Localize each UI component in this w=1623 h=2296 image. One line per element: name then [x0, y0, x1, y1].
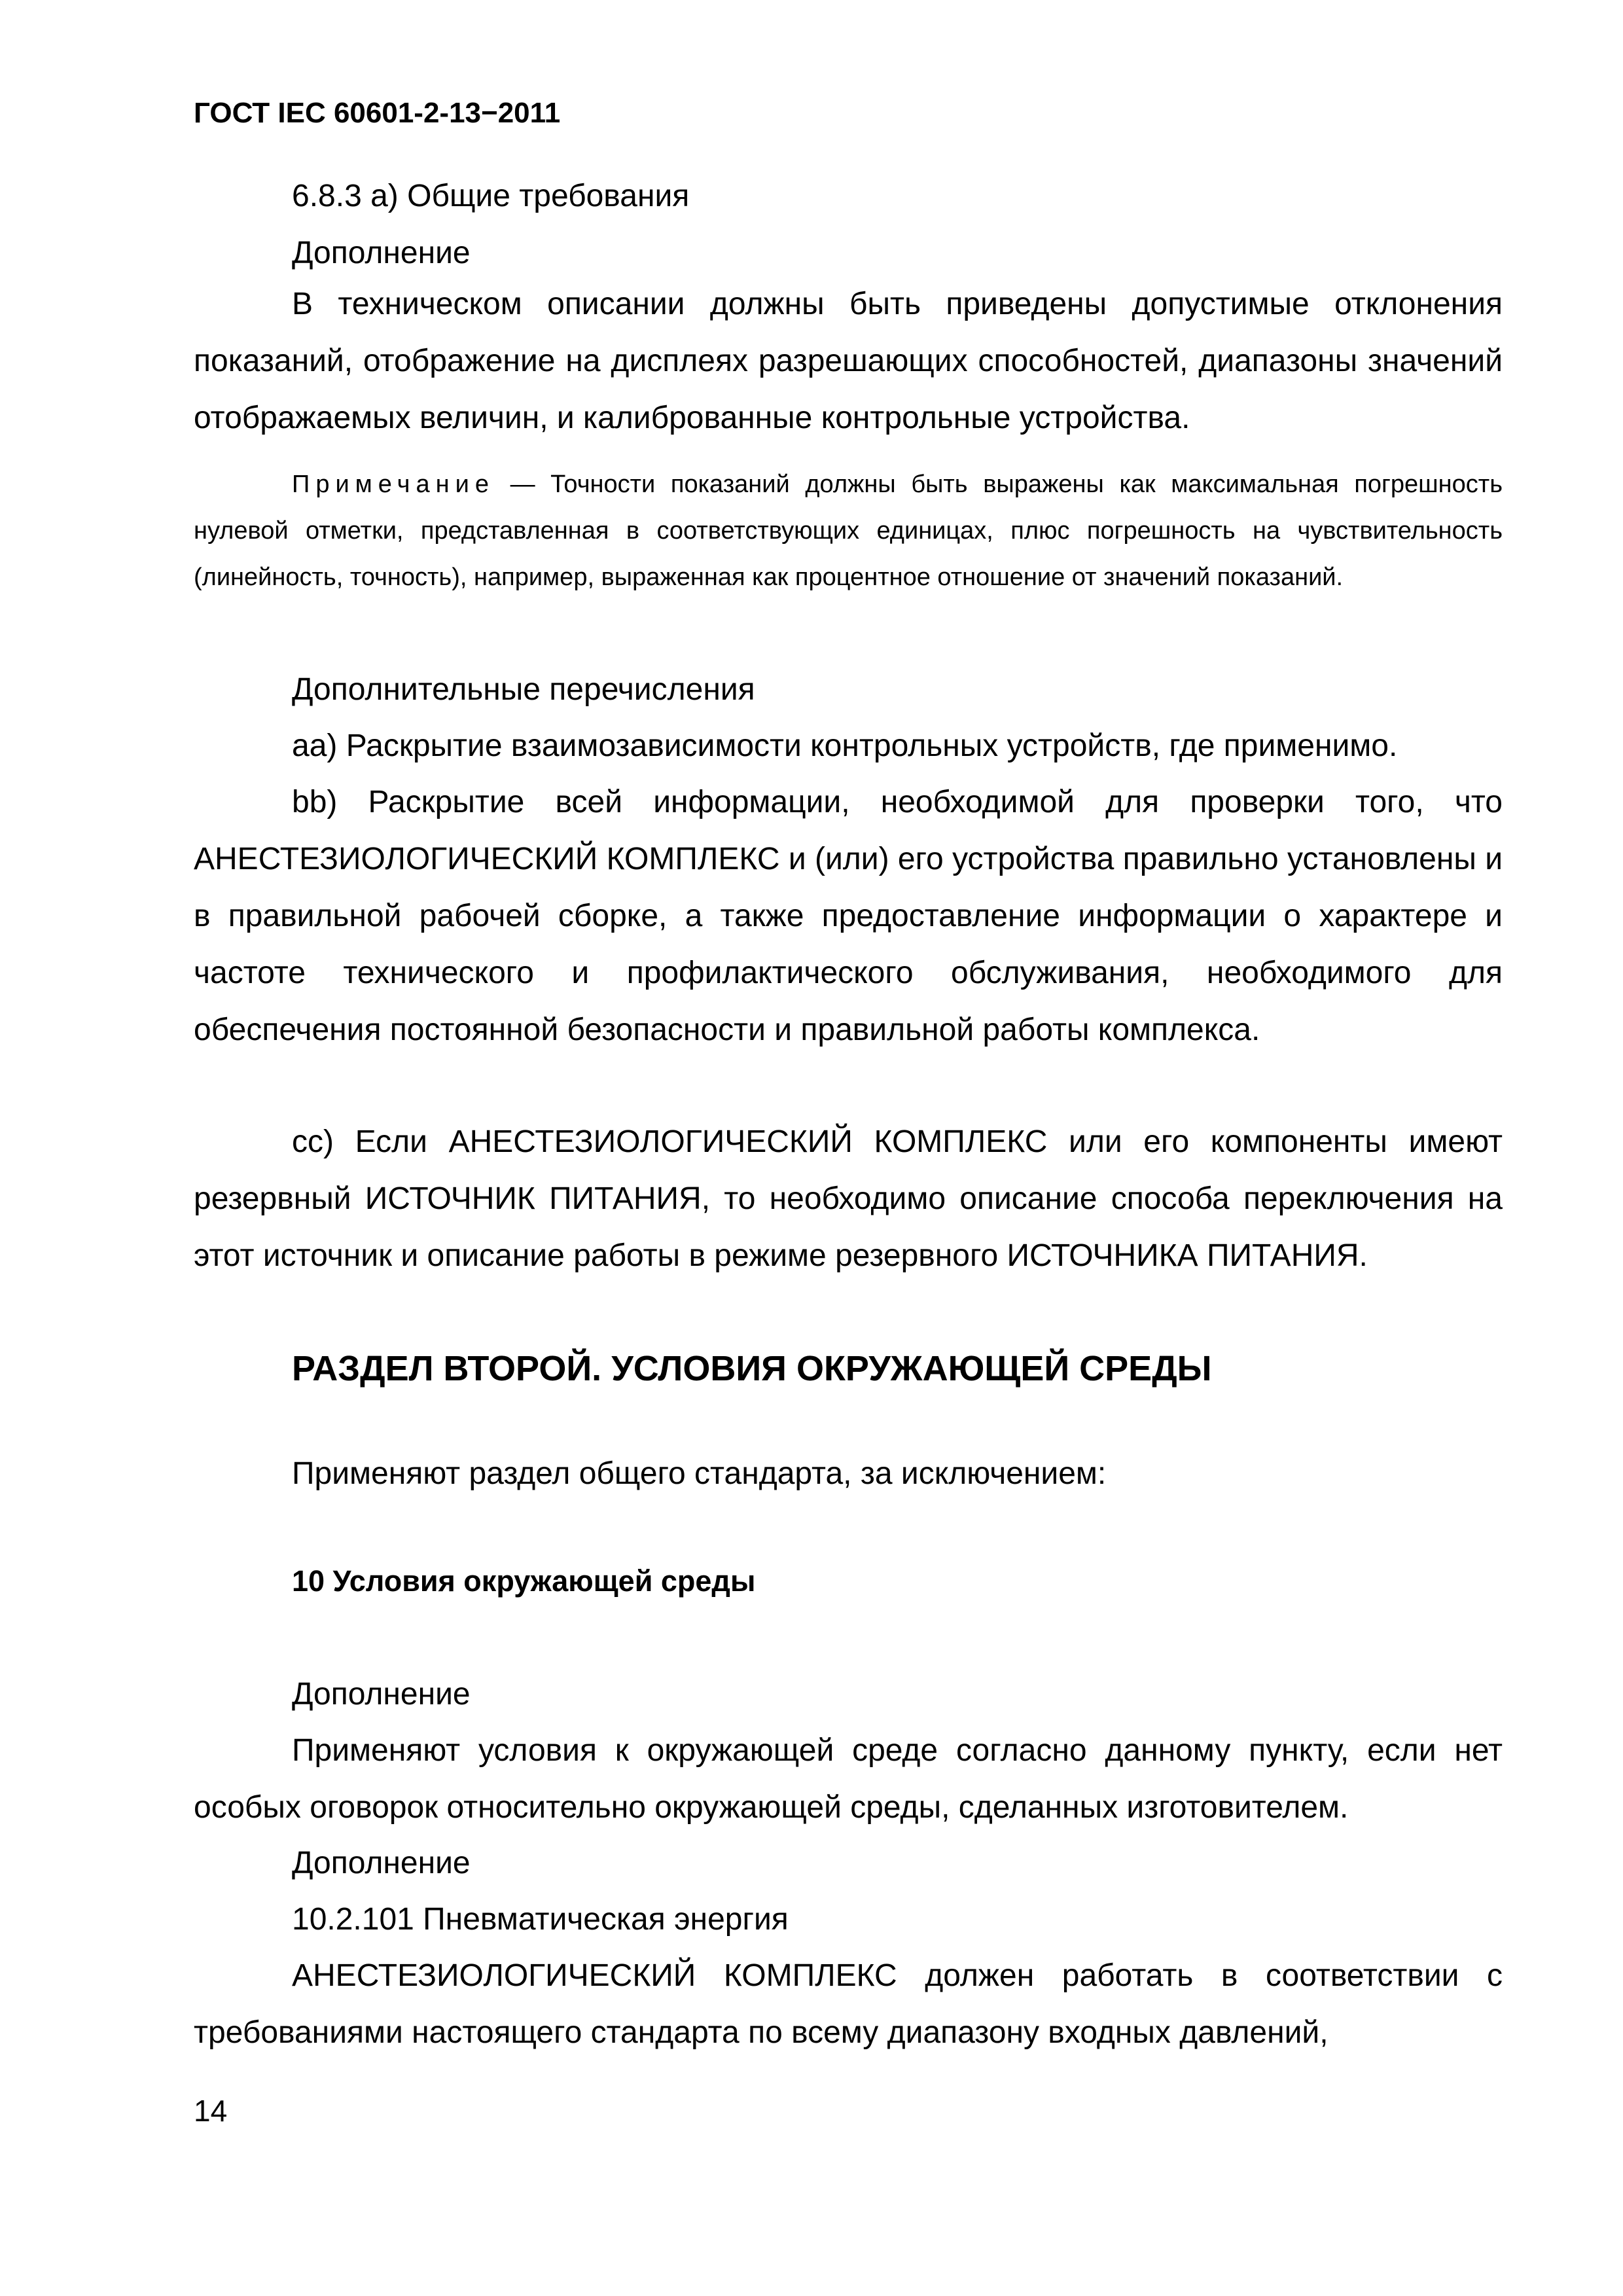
item-cc: cc) Если АНЕСТЕЗИОЛОГИЧЕСКИЙ КОМПЛЕКС или его компоненты имеют резервный ИСТОЧНИК ПИТАНИЯ, то необходимо описание способа переключения на этот источник и описание работы в режиме резервного ИСТОЧНИКА ПИТАНИЯ. — [194, 1124, 1503, 1273]
clause-10-2-101-title: 10.2.101 Пневматическая энергия — [292, 1902, 789, 1937]
clause-6-8-3-title: 6.8.3 a) Общие требования — [292, 179, 690, 213]
paragraph-environment-conditions: Применяют условия к окружающей среде согласно данному пункту, если нет особых оговорок относительно окружающей среды, сделанных изготовителем. — [194, 1733, 1503, 1825]
page-number: 14 — [194, 2094, 228, 2128]
item-bb: bb) Раскрытие всей информации, необходимой для проверки того, что АНЕСТЕЗИОЛОГИЧЕСКИЙ КОМПЛЕКС и (или) его устройства правильно установлены и в правильной рабочей сборке, а также предоставление информации о характере и частоте технического и профилактического обслуживания, необходимого для обеспечения постоянной безопасности и правильной работы комплекса. — [194, 785, 1503, 1047]
section-intro: Применяют раздел общего стандарта, за исключением: — [292, 1456, 1107, 1491]
additional-items-label: Дополнительные перечисления — [292, 672, 755, 707]
document-header: ГОСТ IEC 60601-2-13−2011 — [194, 97, 561, 129]
paragraph-pneumatic-energy: АНЕСТЕЗИОЛОГИЧЕСКИЙ КОМПЛЕКС должен работать в соответствии с требованиями настоящего стандарта по всему диапазону входных давлений, — [194, 1958, 1503, 2050]
addition-label-3: Дополнение — [292, 1846, 471, 1880]
item-aa: аа) Раскрытие взаимозависимости контрольных устройств, где применимо. — [292, 728, 1398, 763]
addition-label: Дополнение — [292, 236, 471, 270]
note-paragraph — [194, 461, 1503, 601]
section-heading: РАЗДЕЛ ВТОРОЙ. УСЛОВИЯ ОКРУЖАЮЩЕЙ СРЕДЫ — [292, 1349, 1212, 1388]
note-label: Примечание — [292, 471, 495, 498]
clause-heading: 10 Условия окружающей среды — [292, 1564, 756, 1598]
note-text: — Точности показаний должны быть выражены как максимальная погрешность нулевой отметки, представленная в соответствующих единицах, плюс погрешность на чувствительность (линейность, точность), например, выраженная как процентное отношение от значений показаний. — [194, 471, 1503, 591]
addition-label-2: Дополнение — [292, 1677, 471, 1712]
paragraph-technical-description: В техническом описании должны быть приведены допустимые отклонения показаний, отображение на дисплеях разрешающих способностей, диапазоны значений отображаемых величин, и калиброванные контрольные устройства. — [194, 287, 1503, 435]
